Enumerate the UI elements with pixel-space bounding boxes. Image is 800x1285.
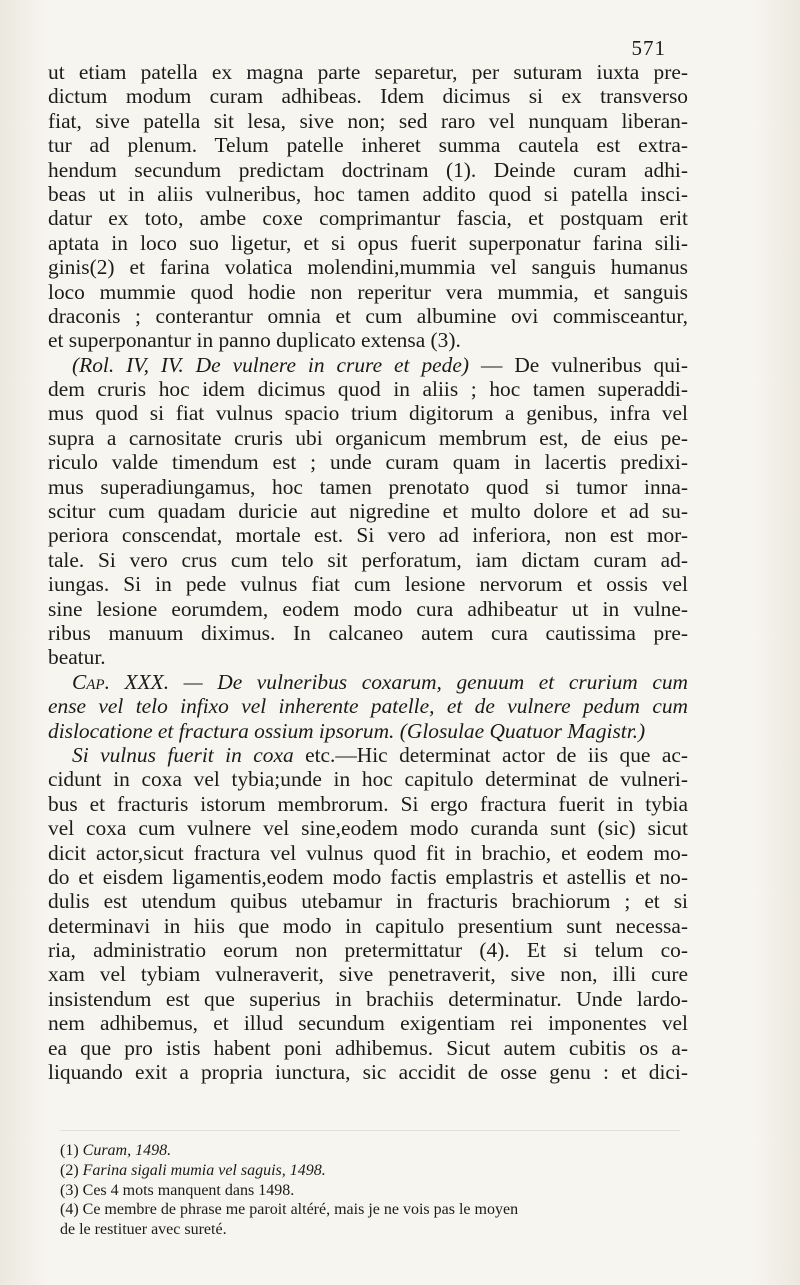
text-line: et superponantur in panno duplicato extensa (3).	[48, 328, 461, 353]
footnote-mark: (3)	[60, 1181, 79, 1199]
text-line: datur ex toto, ambe coxe comprimantur fascia, et postquam erit	[48, 206, 688, 231]
footnote-text: Ce membre de phrase me paroit altéré, mais je ne vois pas le moyen	[82, 1201, 519, 1219]
footnotes	[60, 1141, 692, 1240]
text-line: riculo valde timendum est ; unde curam quam in lacertis predixi-	[48, 450, 688, 475]
footnote-mark: (2)	[60, 1161, 79, 1179]
text-line: tale. Si vero crus cum telo sit perforatum, iam dictam curam ad-	[48, 547, 688, 572]
chapter-title-line: ense vel telo infixo vel inherente patelle, et de vulnere pedum cum	[48, 694, 688, 719]
text-line: dicit actor,sicut fractura vel vulnus quod fit in brachio, et eodem mo-	[48, 840, 688, 865]
text-line: mus superadiungamus, hoc tamen prenotato quod si tumor inna-	[48, 474, 688, 499]
rol-heading-line	[48, 353, 688, 377]
text-line: supra a carnositate cruris ubi organicum membrum est, de eius pe-	[48, 425, 688, 450]
text-line: mus quod si fiat vulnus spacio trium digitorum a genibus, infra vel	[48, 401, 688, 426]
footnote-text: Farina sigali mumia vel saguis, 1498.	[82, 1161, 326, 1179]
chapter-title: — De vulneribus coxarum, genuum et crurium cum	[183, 669, 688, 694]
footnote	[60, 1141, 692, 1161]
footnote-text: Ces 4 mots manquent dans 1498.	[82, 1181, 295, 1199]
footnote	[60, 1161, 692, 1181]
footnote-divider	[60, 1130, 680, 1131]
chapter-title-line: dislocatione et fractura ossium ipsorum. (Glosulae Quatuor Magistr.)	[48, 718, 646, 743]
text-line: ginis(2) et farina volatica molendini,mummia vel sanguis humanus	[48, 255, 688, 280]
text-line: dictum modum curam adhibeas. Idem dicimus si ex transverso	[48, 84, 688, 109]
text-line: ria, administratio eorum non pretermittatur (4). Et si telum co-	[48, 938, 688, 963]
text-line: insistendum est que superius in brachiis determinatur. Unde lardo-	[48, 986, 688, 1011]
footnote-text: de le restituer avec sureté.	[60, 1221, 227, 1239]
text-line: sine lesione eorumdem, eodem modo cura adhibeatur ut in vulne-	[48, 596, 688, 621]
text-line: ut etiam patella ex magna parte separetur, per suturam iuxta pre-	[48, 60, 688, 84]
text-line: dem cruris hoc idem dicimus quod in aliis ; hoc tamen superaddi-	[48, 377, 688, 402]
text-line: bus et fracturis istorum membrorum. Si ergo fractura fuerit in tybia	[48, 791, 688, 816]
rol-reference: (Rol. IV, IV. De vulnere in crure et pede)	[72, 352, 469, 377]
footnote-text: Curam, 1498.	[82, 1142, 172, 1159]
chapter-label: Cap. XXX.	[72, 669, 170, 694]
text-line: determinavi in hiis que modo in capitulo presentium sunt necessa-	[48, 913, 688, 938]
text-line: tur ad plenum. Telum patelle inheret summa cautela est extra-	[48, 133, 688, 158]
text-line: liquando exit a propria iunctura, sic accidit de osse genu : et dici-	[48, 1060, 688, 1085]
text-line: loco mummie quod hodie non reperitur vera mummia, et sanguis	[48, 279, 688, 304]
text-line: ea que pro istis habent poni adhibemus. Sicut autem cubitis os a-	[48, 1035, 688, 1060]
footnote-mark: (1)	[60, 1142, 79, 1159]
text-line: beas ut in aliis vulneribus, hoc tamen addito quod si patella insci-	[48, 181, 688, 206]
page-number: 571	[631, 36, 666, 60]
chapter-heading-line	[48, 670, 688, 694]
gloss-first-line	[48, 743, 688, 767]
text-line: iungas. Si in pede vulnus fiat cum lesione nervorum et ossis vel	[48, 572, 688, 597]
text-line: nem adhibemus, et illud secundum exigentiam rei imponentes vel	[48, 1011, 688, 1036]
text-line: xam vel tybiam vulneraverit, sive penetraverit, sive non, illi cure	[48, 962, 688, 987]
text-line: beatur.	[48, 645, 106, 670]
text-line: cidunt in coxa vel tybia;unde in hoc capitulo determinat de vulneri-	[48, 767, 688, 792]
text-line: aptata in loco suo ligetur, et si opus fuerit superponatur farina sili-	[48, 230, 688, 255]
text-fragment: etc.—Hic determinat actor de iis que ac-	[305, 742, 688, 767]
text-line: dulis est utendum quibus utebamur in fracturis brachiorum ; et si	[48, 889, 688, 914]
text-line: ribus manuum diximus. In calcaneo autem cura cautissima pre-	[48, 620, 688, 645]
text-line: hendum secundum predictam doctrinam (1). Deinde curam adhi-	[48, 157, 688, 182]
footnote	[60, 1181, 692, 1201]
text-line: fiat, sive patella sit lesa, sive non; sed raro vel nunquam liberan-	[48, 108, 688, 133]
footnote-continuation	[60, 1220, 692, 1240]
text-line: do et eisdem ligamentis,eodem modo factis emplastris et astellis et no-	[48, 864, 688, 889]
gloss-incipit: Si vulnus fuerit in coxa	[72, 742, 294, 767]
footnote	[60, 1200, 692, 1220]
text-fragment: — De vulneribus qui-	[480, 352, 688, 377]
text-line: scitur cum quadam duricie aut nigredine et multo dolore et ad su-	[48, 499, 688, 524]
text-line: draconis ; conterantur omnia et cum albumine ovi commisceantur,	[48, 303, 688, 328]
footnote-mark: (4)	[60, 1201, 79, 1219]
text-line: periora conscendat, mortale est. Si vero ad inferiora, non est mor-	[48, 523, 688, 548]
main-text	[48, 60, 688, 1084]
text-line: vel coxa cum vulnere vel sine,eodem modo curanda sunt (sic) sicut	[48, 816, 688, 841]
